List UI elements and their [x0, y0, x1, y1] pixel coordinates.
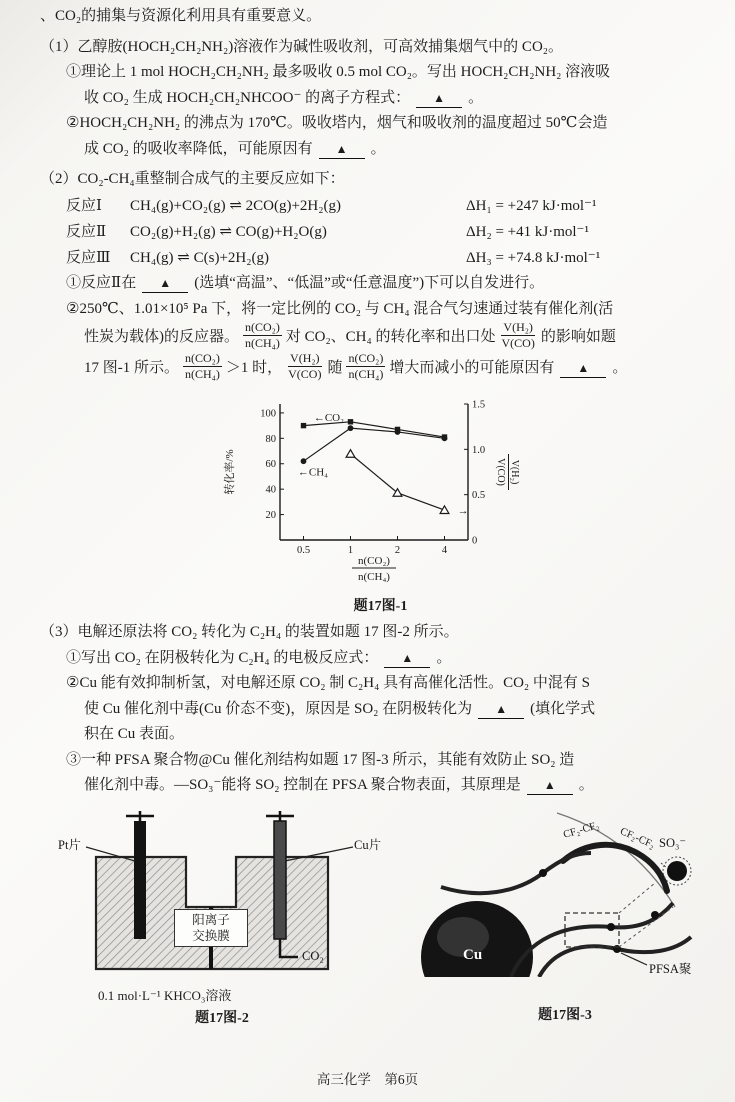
q3-item2-line2: [84, 697, 721, 723]
q2-item2-line3: [84, 353, 721, 384]
fig3-caption: 题17图-3: [538, 1007, 592, 1023]
fraction-numerator: n(CO₂): [348, 351, 384, 366]
q2-item2-line3-d: 增大而减小的可能原因有: [389, 360, 555, 377]
fraction-nco2-nch4: [243, 320, 282, 351]
q2-item2-line3-c: 随: [327, 360, 343, 377]
fraction-vh2-vco: [500, 320, 537, 351]
membrane-label-line1: 阳离子: [192, 912, 230, 927]
reaction-3-equation: CH₄(g) ⇌ C(s)+2H₂(g): [130, 250, 269, 266]
q1-item2-line2-end: 。: [370, 140, 386, 157]
q2-item1: [66, 271, 721, 297]
fraction-nco2-nch4: [346, 351, 385, 382]
svg-text:0.5: 0.5: [471, 490, 485, 502]
pfsa-polymer-label: PFSA聚: [649, 961, 692, 976]
svg-text:n(CH₄): n(CH₄): [357, 571, 390, 584]
svg-text:2: 2: [394, 545, 400, 557]
cf2-chain-label: CF₂-CF₂: [562, 819, 601, 841]
reaction-3: [66, 245, 721, 271]
reaction-3-enthalpy: ΔH₃ = +74.8 kJ·mol⁻¹: [466, 250, 601, 266]
svg-text:V(CO): V(CO): [494, 458, 506, 487]
answer-blank: ▲: [527, 776, 573, 795]
q2-item2-line3-b: ＞1 时，: [225, 360, 283, 377]
answer-blank: ▲: [142, 274, 188, 293]
sulfonate-group-label: SO₃⁻: [659, 835, 686, 850]
reaction-1: [66, 193, 721, 219]
page-footer: 高三化学 第6页: [316, 1072, 419, 1087]
q1-item1-line2-end: 。: [468, 89, 484, 106]
svg-text:V(H₂): V(H₂): [508, 459, 520, 485]
q2-item1-post: (选填“高温”、“低温”或“任意温度”)下可以自发进行。: [194, 275, 545, 292]
svg-text:60: 60: [265, 459, 276, 471]
q1-item2-line2: [84, 137, 721, 163]
fraction-vh2-vco: [286, 351, 323, 382]
q3-item2-line2-post: (填化学式: [530, 700, 596, 717]
figures-row: [40, 811, 721, 1027]
q3-item3-line2-pre: 催化剂中毒。—SO₃⁻能将 SO₂ 控制在 PFSA 聚合物表面，其原理是: [84, 777, 521, 794]
svg-text:1: 1: [347, 545, 353, 557]
q2-stem: （2）CO₂-CH₄重整制合成气的主要反应如下：: [40, 171, 345, 187]
svg-text:0: 0: [471, 535, 477, 547]
question-intro: 、CO₂的捕集与资源化利用具有重要意义。: [40, 8, 322, 24]
q1-item1-line1: ①理论上 1 mol HOCH₂CH₂NH₂ 最多吸收 0.5 mol CO₂。写出 HOCH₂CH₂NH₂ 溶液吸: [66, 64, 611, 80]
svg-text:4: 4: [441, 545, 447, 557]
answer-blank: ▲: [478, 700, 524, 719]
q3-item3-line2: [84, 773, 721, 799]
svg-text:80: 80: [265, 434, 276, 446]
fraction-denominator: V(CO): [501, 336, 535, 351]
q2-item2-line2: [84, 322, 721, 353]
svg-text:100: 100: [259, 408, 276, 420]
q2-item2-line2-c: 的影响如题: [540, 329, 616, 346]
q2-item2-line2-b: 对 CO₂、CH₄ 的转化率和出口处: [285, 329, 496, 346]
svg-text:→: →: [457, 505, 469, 518]
q3-stem: （3）电解还原法将 CO₂ 转化为 C₂H₄ 的装置如题 17 图-2 所示。: [40, 624, 459, 641]
figure-pfsa-cu-structure: [415, 811, 715, 1027]
q3-item2-line1: ②Cu 能有效抑制析氢，对电解还原 CO₂ 制 C₂H₄ 具有高催化活性。CO₂ 中混有 S: [66, 675, 590, 692]
fraction-denominator: n(CH₄): [185, 367, 220, 382]
cu-electrode-label: Cu片: [354, 837, 382, 852]
svg-text:1.0: 1.0: [471, 445, 485, 457]
cf2-chain-label: CF₂-CF₂: [618, 825, 657, 851]
reaction-3-label: 反应Ⅲ: [66, 250, 111, 266]
reaction-2: [66, 219, 721, 245]
q1-item2-line1: ②HOCH₂CH₂NH₂ 的沸点为 170℃。吸收塔内，烟气和吸收剂的温度超过 50℃会造: [66, 115, 608, 131]
question-3: [40, 620, 721, 799]
electrolyte-solution-label: 0.1 mol·L⁻¹ KHCO₃溶液: [98, 987, 232, 1003]
cu-sphere-label: Cu: [463, 946, 483, 963]
q3-item2-line2-pre: 使 Cu 催化剂中毒(Cu 价态不变)，原因是 SO₂ 在阴极转化为: [84, 700, 473, 717]
q3-item1: [66, 646, 721, 672]
figure-electrolysis-cell: [56, 811, 388, 1027]
q2-item2-line1: ②250℃、1.01×10⁵ Pa 下，将一定比例的 CO₂ 与 CH₄ 混合气匀速通过装有催化剂(活: [66, 300, 614, 317]
reaction-1-equation: CH₄(g)+CO₂(g) ⇌ 2CO(g)+2H₂(g): [130, 197, 341, 214]
svg-text:0.5: 0.5: [296, 545, 310, 557]
chart-caption: 题17图-1: [353, 599, 408, 615]
q1-stem: （1）乙醇胺(HOCH₂CH₂NH₂)溶液作为碱性吸收剂，可高效捕集烟气中的 CO₂。: [40, 38, 564, 55]
q2-item1-pre: ①反应Ⅱ在: [66, 275, 137, 292]
membrane-label-line2: 交换膜: [192, 929, 230, 943]
fig2-caption: 题17图-2: [195, 1010, 249, 1026]
q2-item2-line3-e: 。: [612, 360, 628, 377]
q1-item2-line2-text: 成 CO₂ 的吸收率降低，可能原因有: [84, 140, 313, 157]
chart-figure-17-1: [211, 392, 551, 615]
fraction-denominator: n(CH₄): [348, 367, 384, 382]
spacer: [415, 982, 715, 1001]
fraction-denominator: n(CH₄): [245, 336, 280, 351]
reaction-2-enthalpy: ΔH₂ = +41 kJ·mol⁻¹: [466, 223, 589, 240]
fraction-numerator: n(CO₂): [185, 351, 220, 366]
q3-item1-pre: ①写出 CO₂ 在阴极转化为 C₂H₄ 的电极反应式：: [66, 649, 379, 666]
svg-text:←CH₄: ←CH₄: [297, 466, 328, 479]
svg-text:20: 20: [265, 510, 276, 522]
svg-text:←CO₂: ←CO₂: [313, 412, 344, 425]
answer-blank: ▲: [416, 89, 462, 108]
svg-text:1.5: 1.5: [471, 399, 485, 411]
question-2: [40, 167, 721, 384]
q2-item2-line2-a: 性炭为载体)的反应器。: [84, 329, 239, 346]
svg-text:转化率/%: 转化率/%: [223, 449, 236, 495]
conversion-chart-canvas: [216, 392, 546, 587]
answer-blank: ▲: [384, 649, 430, 668]
fraction-numerator: V(H₂): [503, 320, 533, 335]
reaction-1-enthalpy: ΔH₁ = +247 kJ·mol⁻¹: [466, 197, 597, 214]
pt-electrode-label: Pt片: [58, 837, 81, 852]
reaction-2-label: 反应Ⅱ: [66, 223, 107, 240]
fraction-numerator: n(CO₂): [245, 320, 280, 335]
fraction-nco2-nch4: [183, 351, 222, 382]
fraction-numerator: V(H₂): [290, 351, 320, 366]
q1-item1-line2-text: 收 CO₂ 生成 HOCH₂CH₂NHCOO⁻ 的离子方程式：: [84, 89, 411, 106]
reaction-2-equation: CO₂(g)+H₂(g) ⇌ CO(g)+H₂O(g): [130, 223, 327, 240]
q3-item1-post: 。: [436, 649, 452, 666]
question-1: [40, 35, 721, 163]
co2-inlet-label: CO₂: [302, 948, 324, 963]
q2-item2-line3-a: 17 图-1 所示。: [84, 360, 179, 377]
cation-exchange-membrane-label: [174, 909, 248, 948]
q1-item1-line2: [84, 86, 721, 112]
answer-blank: ▲: [319, 140, 365, 159]
reaction-1-label: 反应Ⅰ: [66, 197, 102, 214]
electrolysis-cell-art: [56, 811, 388, 977]
svg-text:40: 40: [265, 484, 276, 496]
svg-text:n(CO₂): n(CO₂): [357, 555, 390, 568]
fraction-denominator: V(CO): [288, 367, 322, 382]
q3-item2-line3: 积在 Cu 表面。: [84, 726, 185, 743]
answer-blank: ▲: [560, 359, 606, 378]
q3-item3-line1: ③一种 PFSA 聚合物@Cu 催化剂结构如题 17 图-3 所示，其能有效防止 SO₂ 造: [66, 751, 575, 768]
q3-item3-line2-post: 。: [578, 777, 594, 794]
